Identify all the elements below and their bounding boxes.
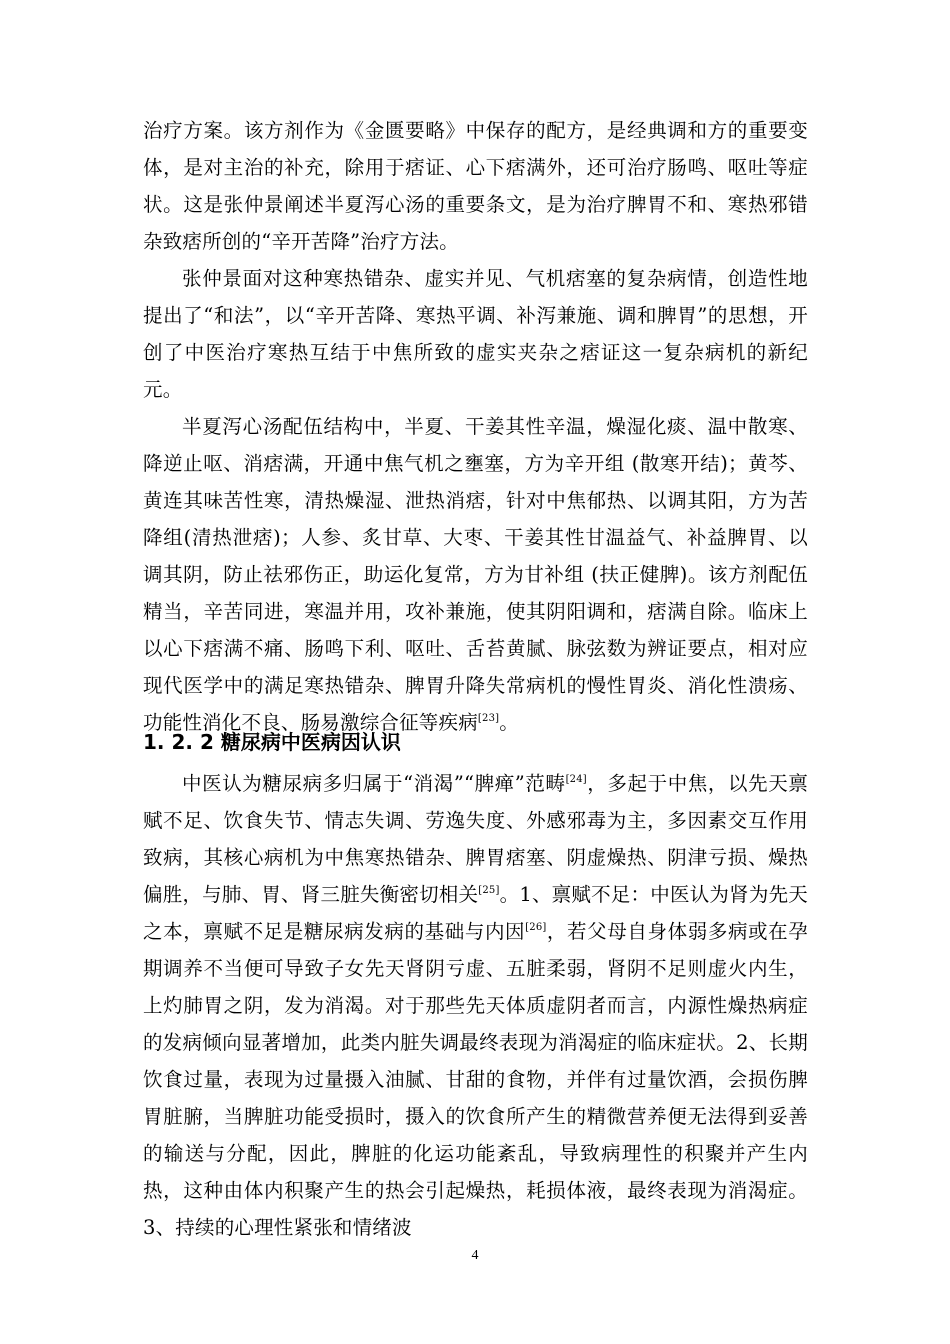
page-number: 4 bbox=[471, 1248, 479, 1263]
citation-23: [23] bbox=[477, 713, 500, 724]
paragraph-formula-text: 半夏泻心汤配伍结构中，半夏、干姜其性辛温，燥湿化痰、温中散寒、降逆止呕、消痞满，开通中焦气机之壅塞，方为辛开组 (散寒开结)；黄芩、黄连其味苦性寒，清热燥湿、泄热消痞，针对中焦郁热、以调其阳，方为苦降组(清热泄痞)；人参、炙甘草、大枣、干姜其性甘温益气、补益脾胃、以调其阴，防止祛邪伤正，助运化复常，方为甘补组 (扶正健脾)。该方剂配伍精当，辛苦同进，寒温并用，攻补兼施，使其阴阳调和，痞满自除。临床上以心下痞满不痛、肠鸣下利、呕吐、舌苔黄腻、脉弦数为辨证要点，相对应现代医学中的满足寒热错杂、脾胃升降失常病机的慢性胃炎、消化性溃疡、功能性消化不良、肠易激综合征等疾病 bbox=[143, 415, 808, 734]
paragraph-diabetes-etiology bbox=[143, 765, 808, 1246]
citation-24: [24] bbox=[565, 774, 587, 785]
etiology-text-part-4: ，若父母自身体弱多病或在孕期调养不当便可导致子女先天肾阴亏虚、五脏柔弱，肾阴不足则虚火内生，上灼肺胃之阴，发为消渴。对于那些先天体质虚阴者而言，内源性燥热病症的发病倾向显著增加，此类内脏失调最终表现为消渴症的临床症状。2、长期饮食过量，表现为过量摄入油腻、甘甜的食物，并伴有过量饮酒，会损伤脾胃脏腑，当脾脏功能受损时，摄入的饮食所产生的精微营养便无法得到妥善的输送与分配，因此，脾脏的化运功能紊乱，导致病理性的积聚并产生内热，这种由体内积聚产生的热会引起燥热，耗损体液，最终表现为消渴症。3、持续的心理性紧张和情绪波 bbox=[143, 920, 808, 1239]
paragraph-continuation: 治疗方案。该方剂作为《金匮要略》中保存的配方，是经典调和方的重要变体，是对主治的补充，除用于痞证、心下痞满外，还可治疗肠鸣、呕吐等症状。这是张仲景阐述半夏泻心汤的重要条文，是为治疗脾胃不和、寒热邪错杂致痞所创的“辛开苦降”治疗方法。 bbox=[143, 119, 808, 253]
etiology-text-part-3: 。1、禀赋不足：中医认为肾为先天之本，禀赋不足是糖尿病发病的基础与内因 bbox=[143, 883, 809, 943]
paragraph-formula-tail: 。 bbox=[499, 711, 519, 734]
citation-26: [26] bbox=[525, 922, 547, 933]
citation-25: [25] bbox=[478, 885, 500, 896]
body-text-upper bbox=[143, 112, 808, 741]
section-heading: 1. 2. 2 糖尿病中医病因认识 bbox=[143, 730, 401, 754]
etiology-text-part-1: 中医认为糖尿病多归属于“消渴”“脾瘅”范畴 bbox=[182, 772, 566, 795]
paragraph-harmony-method: 张仲景面对这种寒热错杂、虚实并见、气机痞塞的复杂病情，创造性地提出了“和法”，以“辛开苦降、寒热平调、补泻兼施、调和脾胃”的思想，开创了中医治疗寒热互结于中焦所致的虚实夹杂之痞证这一复杂病机的新纪元。 bbox=[143, 267, 808, 401]
body-text-lower bbox=[143, 765, 808, 1246]
paragraph-formula-composition bbox=[143, 408, 808, 741]
etiology-text-part-2: ，多起于中焦，以先天禀赋不足、饮食失节、情志失调、劳逸失度、外感邪毒为主，多因素交互作用致病，其核心病机为中焦寒热错杂、脾胃痞塞、阴虚燥热、阴津亏损、燥热偏胜，与肺、胃、肾三脏失衡密切相关 bbox=[143, 772, 809, 906]
